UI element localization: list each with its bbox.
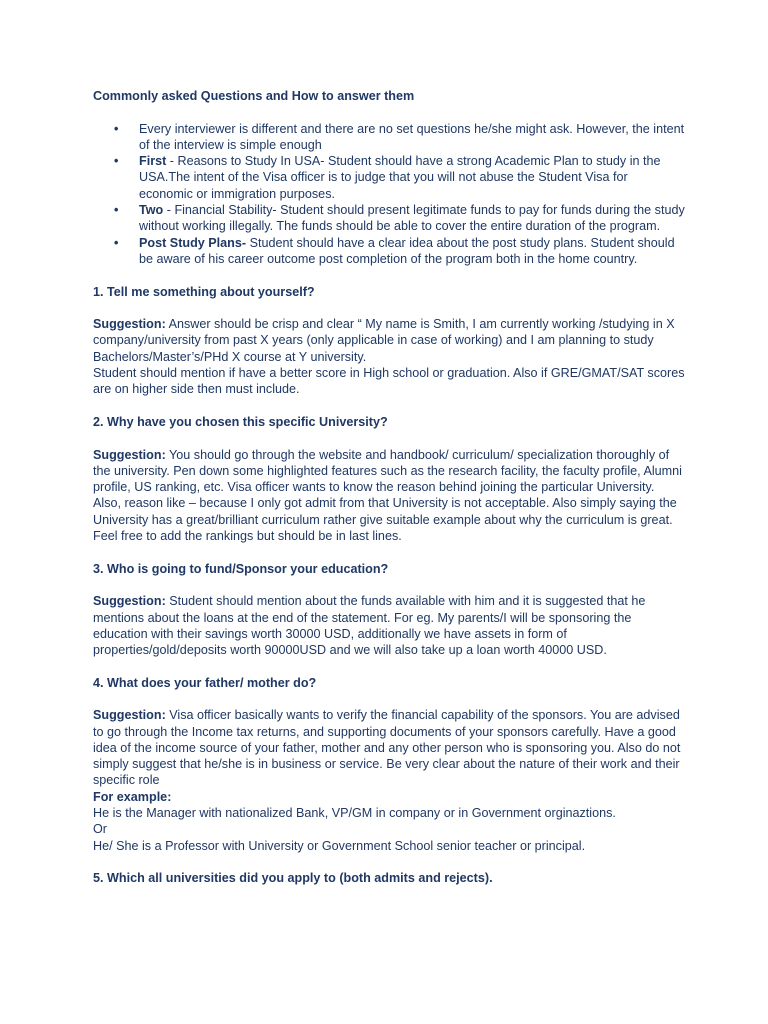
- question-4-suggestion: [93, 707, 685, 788]
- document-title: Commonly asked Questions and How to answer them: [93, 89, 415, 103]
- question-1-suggestion-extra: Student should mention if have a better score in High school or graduation. Also if GRE/GMAT/SAT scores are on higher side then must include.: [93, 366, 685, 397]
- bullet-lead: First: [139, 154, 167, 169]
- spacer: [93, 398, 685, 414]
- bullet-text: - Reasons to Study In USA- Student should have a strong Academic Plan to study in the USA.The intent of the Visa officer is to judge that you will not abuse the Student Visa for economic or immigration purposes.: [139, 154, 661, 201]
- suggestion-label: Suggestion:: [93, 594, 166, 609]
- example-2: He/ She is a Professor with University or Government School senior teacher or principal.: [93, 838, 586, 853]
- bullet-icon: •: [114, 203, 119, 218]
- suggestion-label: Suggestion:: [93, 708, 166, 723]
- bullet-item: [93, 235, 685, 268]
- bullet-lead: Post Study Plans-: [139, 235, 247, 250]
- bullet-icon: •: [114, 235, 119, 250]
- question-2-heading: 2. Why have you chosen this specific University?: [93, 414, 388, 429]
- spacer: [93, 544, 685, 560]
- example-label: For example:: [93, 789, 172, 804]
- suggestion-text: Answer should be crisp and clear “ My name is Smith, I am currently working /studying in X company/university from past X years (only applicable in case of working) and I am planning to study Bachelors/Master’s/PHd X course at Y university.: [93, 317, 675, 364]
- suggestion-text: Student should mention about the funds available with him and it is suggested that he mentions about the loans at the end of the statement. For eg. My parents/I will be sponsoring the education with their savings worth 30000 USD, additionally we have assets in form of properties/gold/deposits worth 90000USD and we will also take up a loan worth 40000 USD.: [93, 594, 646, 658]
- spacer: [93, 300, 685, 316]
- question-2-suggestion: [93, 447, 685, 545]
- question-3-heading: 3. Who is going to fund/Sponsor your education?: [93, 561, 389, 576]
- bullet-icon: •: [114, 154, 119, 169]
- suggestion-label: Suggestion:: [93, 447, 166, 462]
- suggestion-text: You should go through the website and handbook/ curriculum/ specialization thoroughly of the university. Pen down some highlighted features such as the research facility, the faculty profile, Alumni profile, US ranking, etc. Visa officer wants to know the reason behind joining the particular University. Also, reason like – because I only got admit from that University is not acceptable. Also simply saying the University has a great/brilliant curriculum rather give suitable example about why the curriculum is great. Feel free to add the rankings but should be in last lines.: [93, 447, 682, 544]
- bullet-text: Student should have a clear idea about the post study plans. Student should be aware of his career outcome post completion of the program both in the home country.: [139, 235, 675, 266]
- spacer: [93, 691, 685, 707]
- question-3-suggestion: [93, 593, 685, 658]
- bullet-item: [93, 121, 685, 154]
- suggestion-text: Visa officer basically wants to verify the financial capability of the sponsors. You are advised to go through the Income tax returns, and supporting documents of your sponsors carefully. Have a good idea of the income source of your father, mother and any other person who is sponsoring you. Also do not simply suggest that he/she is in business or service. Be very clear about the nature of their work and their specific role: [93, 708, 681, 788]
- bullet-lead: Two: [139, 203, 164, 218]
- document-page: [93, 88, 685, 887]
- spacer: [93, 267, 685, 283]
- example-or: Or: [93, 822, 107, 837]
- suggestion-label: Suggestion:: [93, 317, 166, 332]
- bullet-text: - Financial Stability- Student should present legitimate funds to pay for funds during the study without working illegally. The funds should be able to cover the entire duration of the program.: [139, 203, 685, 234]
- spacer: [93, 104, 685, 120]
- example-1: He is the Manager with nationalized Bank, VP/GM in company or in Government orginaztions.: [93, 806, 616, 821]
- spacer: [93, 658, 685, 674]
- question-1-heading: 1. Tell me something about yourself?: [93, 284, 315, 299]
- spacer: [93, 854, 685, 870]
- bullet-icon: •: [114, 121, 119, 136]
- spacer: [93, 430, 685, 446]
- spacer: [93, 577, 685, 593]
- bullet-text: Every interviewer is different and there are no set questions he/she might ask. However, the intent of the interview is simple enough: [139, 121, 685, 152]
- bullet-item: [93, 202, 685, 235]
- bullet-item: [93, 153, 685, 202]
- intro-bullet-list: [93, 121, 685, 268]
- question-5-heading: 5. Which all universities did you apply to (both admits and rejects).: [93, 871, 493, 886]
- question-4-heading: 4. What does your father/ mother do?: [93, 675, 317, 690]
- question-1-suggestion: [93, 316, 685, 365]
